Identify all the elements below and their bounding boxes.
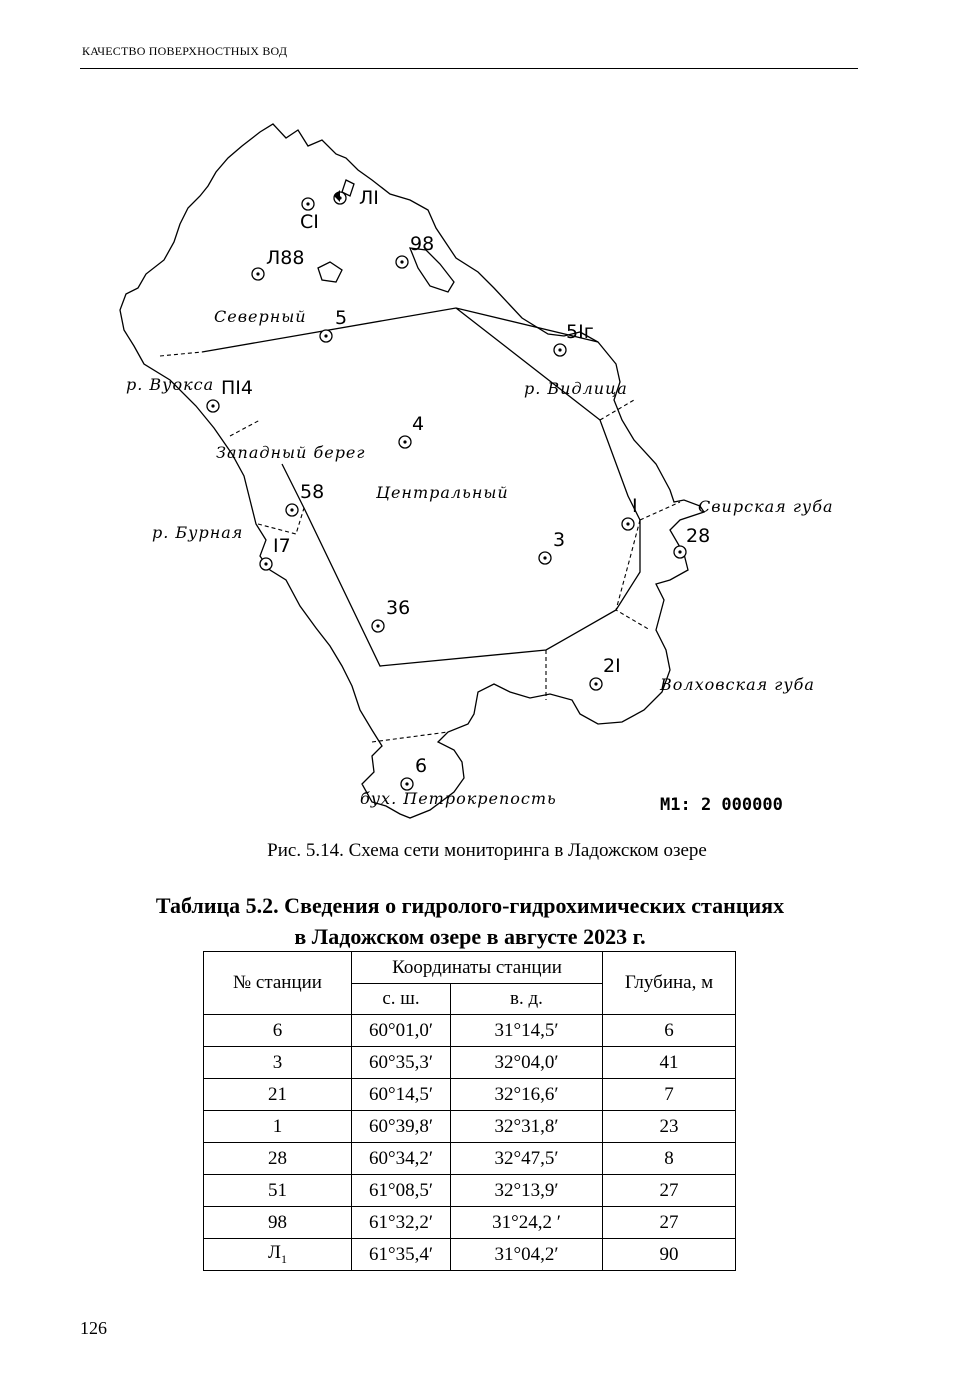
station-label: ЛI bbox=[359, 187, 379, 209]
cell-depth: 23 bbox=[603, 1111, 736, 1143]
cell-station: 98 bbox=[204, 1207, 352, 1239]
cell-station: 1 bbox=[204, 1111, 352, 1143]
column-header-station: № станции bbox=[204, 952, 352, 1015]
column-header-lon: в. д. bbox=[451, 984, 603, 1015]
station-label: 4 bbox=[412, 413, 425, 435]
station-letter: Л bbox=[268, 1242, 281, 1264]
lake-shoreline bbox=[120, 124, 704, 818]
cell-lon: 32°31,8′ bbox=[451, 1111, 603, 1143]
table-title-line-2: в Ладожском озере в августе 2023 г. bbox=[294, 924, 646, 949]
station-label: 5 bbox=[335, 307, 348, 329]
cell-lon: 32°16,6′ bbox=[451, 1079, 603, 1111]
table-row bbox=[204, 1239, 736, 1271]
station-label: 5Iг bbox=[566, 321, 594, 343]
cell-lat: 61°32,2′ bbox=[352, 1207, 451, 1239]
station-label: 2I bbox=[603, 655, 621, 677]
station-label: 3 bbox=[553, 529, 566, 551]
table-row bbox=[204, 1175, 736, 1207]
cell-depth: 27 bbox=[603, 1175, 736, 1207]
zone-boundary-north bbox=[160, 352, 202, 356]
cell-station: 3 bbox=[204, 1047, 352, 1079]
region-label-central: Центральный bbox=[376, 483, 509, 502]
region-label-svir: Свирская губа bbox=[698, 497, 834, 516]
table-row bbox=[204, 1015, 736, 1047]
table-title-line-1: Таблица 5.2. Сведения о гидролого-гидрохимических станциях bbox=[155, 893, 785, 918]
station-label: 98 bbox=[410, 233, 435, 255]
station-label: 6 bbox=[415, 755, 428, 777]
cell-depth: 41 bbox=[603, 1047, 736, 1079]
region-label-burnaya: р. Бурная bbox=[152, 523, 244, 542]
station-label: I7 bbox=[273, 535, 291, 557]
cell-lat: 60°01,0′ bbox=[352, 1015, 451, 1047]
cell-lon: 32°04,0′ bbox=[451, 1047, 603, 1079]
cell-lat: 61°08,5′ bbox=[352, 1175, 451, 1207]
station-label: 28 bbox=[686, 525, 711, 547]
cell-lat: 60°39,8′ bbox=[352, 1111, 451, 1143]
running-head: КАЧЕСТВО ПОВЕРХНОСТНЫХ ВОД bbox=[82, 44, 288, 58]
cell-lon: 32°13,9′ bbox=[451, 1175, 603, 1207]
cell-depth: 8 bbox=[603, 1143, 736, 1175]
column-header-depth: Глубина, м bbox=[603, 952, 736, 1015]
cell-lat: 60°34,2′ bbox=[352, 1143, 451, 1175]
table-row bbox=[204, 1111, 736, 1143]
stations-table bbox=[203, 951, 736, 1271]
table-title bbox=[0, 890, 940, 952]
station-label: 36 bbox=[386, 597, 411, 619]
cell-lat: 61°35,4′ bbox=[352, 1239, 451, 1271]
zone-boundary-svir bbox=[640, 502, 680, 520]
cell-lat: 60°14,5′ bbox=[352, 1079, 451, 1111]
station-label: CI bbox=[300, 211, 319, 233]
region-label-north: Северный bbox=[214, 307, 307, 326]
table-row bbox=[204, 1143, 736, 1175]
station-label: ПI4 bbox=[221, 377, 253, 399]
cell-depth: 90 bbox=[603, 1239, 736, 1271]
figure-caption: Рис. 5.14. Схема сети мониторинга в Ладожском озере bbox=[267, 840, 707, 861]
cell-lon: 31°14,5′ bbox=[451, 1015, 603, 1047]
cell-station bbox=[204, 1239, 352, 1271]
zone-boundary-svir-lower bbox=[616, 520, 650, 630]
table-row bbox=[204, 1047, 736, 1079]
zone-boundary-petro bbox=[372, 732, 448, 742]
header-rule bbox=[80, 68, 858, 69]
cell-depth: 6 bbox=[603, 1015, 736, 1047]
station-label: Л88 bbox=[266, 247, 305, 269]
region-label-petro: бух. Петрокрепость bbox=[360, 789, 557, 808]
region-label-west: Западный берег bbox=[216, 443, 366, 462]
cell-station: 21 bbox=[204, 1079, 352, 1111]
cell-station: 6 bbox=[204, 1015, 352, 1047]
station-labels bbox=[221, 187, 710, 777]
cell-lon: 31°24,2 ′ bbox=[451, 1207, 603, 1239]
cell-station: 51 bbox=[204, 1175, 352, 1207]
cell-depth: 27 bbox=[603, 1207, 736, 1239]
region-label-volkhov: Волховская губа bbox=[660, 675, 815, 694]
cell-lon: 32°47,5′ bbox=[451, 1143, 603, 1175]
island-1 bbox=[318, 262, 342, 282]
table-row bbox=[204, 1079, 736, 1111]
map-scale: М1: 2 000000 bbox=[660, 795, 783, 815]
cell-lat: 60°35,3′ bbox=[352, 1047, 451, 1079]
cell-depth: 7 bbox=[603, 1079, 736, 1111]
zone-boundary-vidlitsa bbox=[600, 400, 634, 420]
station-label: I bbox=[632, 495, 638, 517]
column-header-coords: Координаты станции bbox=[352, 952, 603, 984]
page-number: 126 bbox=[80, 1318, 107, 1338]
region-label-vuoksa: р. Вуокса bbox=[126, 375, 215, 394]
table-row bbox=[204, 1207, 736, 1239]
column-header-lat: с. ш. bbox=[352, 984, 451, 1015]
cell-lon: 31°04,2′ bbox=[451, 1239, 603, 1271]
station-subscript: 1 bbox=[280, 1251, 287, 1266]
region-label-vidlitsa: р. Видлица bbox=[524, 379, 628, 398]
cell-station: 28 bbox=[204, 1143, 352, 1175]
station-label: 58 bbox=[300, 481, 325, 503]
lake-ladoga-map bbox=[110, 110, 850, 830]
zone-boundary-west bbox=[230, 420, 260, 436]
